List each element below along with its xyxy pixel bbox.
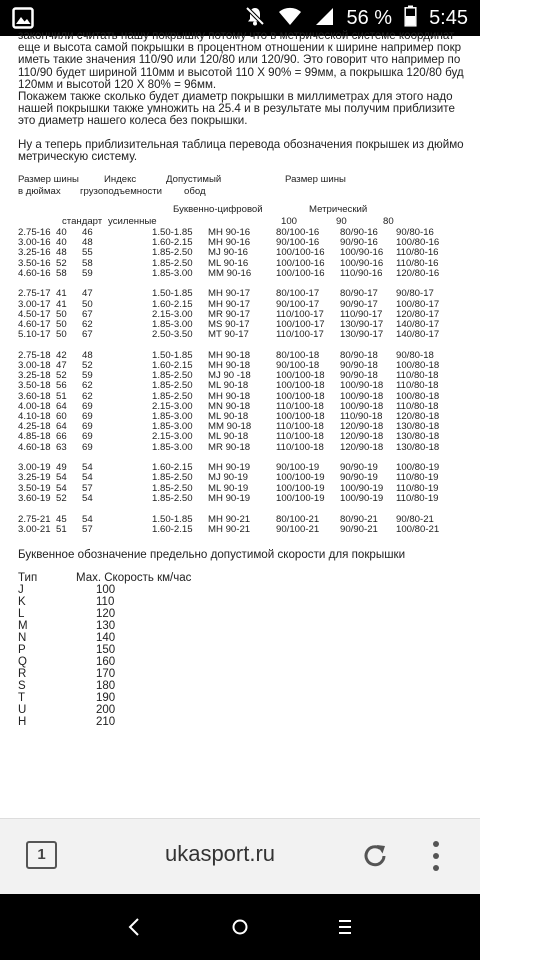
web-content[interactable] (0, 29, 480, 818)
cell-standard: 56 (56, 380, 67, 392)
speed-row (18, 644, 538, 656)
cell-metric-90: 100/90-18 (340, 380, 384, 392)
cell-metric-90: 120/90-18 (340, 421, 384, 433)
cell-alphanumeric: MH 90-21 (208, 513, 251, 525)
cell-alphanumeric: MN 90-18 (208, 400, 251, 412)
speed-value: 210 (96, 716, 116, 729)
paragraph-line: нашей покрышки также умножить на 25.4 и в результате мы получим приблизите (18, 102, 455, 116)
cell-metric-90: 100/90-16 (340, 257, 384, 269)
speed-row (18, 608, 538, 620)
cell-metric-100: 110/100-18 (276, 400, 324, 412)
cell-size: 2.75-16 (18, 227, 51, 239)
cell-reinforced: 54 (82, 492, 93, 504)
cell-size: 4.85-18 (18, 431, 51, 443)
cell-standard: 40 (56, 237, 67, 249)
cell-metric-80: 110/80-19 (396, 492, 439, 504)
cell-alphanumeric: ML 90-16 (208, 257, 249, 269)
cell-size: 4.60-16 (18, 267, 51, 279)
cell-standard: 48 (56, 247, 67, 259)
cell-alphanumeric: ML 90-18 (208, 380, 249, 392)
cell-metric-90: 100/90-19 (340, 482, 384, 494)
header-size-inches-2: в дюймах (18, 186, 61, 198)
cell-rim: 1.60-2.15 (152, 360, 193, 372)
cell-rim: 2.15-3.00 (152, 431, 193, 443)
cell-alphanumeric: MR 90-18 (208, 441, 251, 453)
cell-rim: 1.60-2.15 (152, 237, 193, 249)
cell-standard: 50 (56, 319, 67, 331)
cell-reinforced: 47 (82, 288, 93, 300)
cell-size: 3.50-16 (18, 257, 51, 269)
cell-rim: 1.60-2.15 (152, 298, 193, 310)
cell-reinforced: 58 (82, 257, 93, 269)
header-reinforced: усиленные (108, 216, 157, 228)
cell-alphanumeric: MM 90-16 (208, 267, 252, 279)
back-icon[interactable] (120, 912, 150, 942)
cell-standard: 54 (56, 472, 67, 484)
speed-row (18, 692, 538, 704)
header-load-index: Индекс (104, 174, 137, 186)
cell-metric-80: 110/80-18 (396, 400, 439, 412)
cell-rim: 1.85-2.50 (152, 390, 193, 402)
speed-row (18, 596, 538, 608)
cell-standard: 63 (56, 441, 67, 453)
article (18, 30, 538, 728)
cell-reinforced: 69 (82, 421, 93, 433)
cell-metric-100: 90/100-17 (276, 298, 320, 310)
cell-reinforced: 54 (82, 472, 93, 484)
cell-alphanumeric: MS 90-17 (208, 319, 250, 331)
battery-percent: 56 % (346, 6, 393, 29)
cell-reinforced: 55 (82, 247, 93, 259)
paragraph-line: еще и высота самой покрышки в процентном отношении к ширине например покр (18, 41, 462, 55)
cell-metric-80: 130/80-18 (396, 441, 440, 453)
cell-standard: 51 (56, 523, 67, 535)
cell-rim: 2.15-3.00 (152, 400, 193, 412)
cell-metric-80: 110/80-18 (396, 370, 439, 382)
speed-row (18, 668, 538, 680)
cell-alphanumeric: MT 90-17 (208, 329, 249, 341)
cell-standard: 45 (56, 513, 67, 525)
cell-alphanumeric: MJ 90 -18 (208, 370, 251, 382)
cell-standard: 50 (56, 329, 67, 341)
speed-value: 110 (96, 596, 115, 609)
cell-alphanumeric: MM 90-18 (208, 421, 252, 433)
speed-type: R (18, 668, 27, 681)
cell-metric-100: 100/100-17 (276, 319, 325, 331)
paragraph-line: 120мм и высотой 120 Х 80% = 96мм. (18, 77, 217, 91)
cell-metric-80: 90/80-17 (396, 288, 434, 300)
cell-metric-90: 110/90-17 (340, 308, 383, 320)
cell-rim: 1.85-2.50 (152, 492, 193, 504)
tab-switcher-button[interactable]: 1 (26, 841, 57, 869)
cell-metric-90: 80/90-18 (340, 349, 378, 361)
cell-metric-80: 110/80-19 (396, 472, 439, 484)
cell-metric-90: 90/90-19 (340, 462, 378, 474)
overflow-menu-icon[interactable] (426, 839, 446, 873)
cell-alphanumeric: ML 90-18 (208, 431, 249, 443)
header-allowed-rim-2: обод (184, 186, 206, 198)
cell-metric-100: 90/100-19 (276, 462, 320, 474)
cell-standard: 52 (56, 492, 67, 504)
cell-reinforced: 59 (82, 370, 93, 382)
cell-reinforced: 48 (82, 349, 93, 361)
cell-metric-90: 90/90-16 (340, 237, 378, 249)
cell-size: 3.25-18 (18, 370, 51, 382)
speed-value: 180 (96, 680, 116, 693)
cell-metric-90: 90/90-17 (340, 298, 378, 310)
paragraph-line: это диаметр нашего колеса без покрышки. (18, 114, 248, 128)
cell-metric-100: 110/100-18 (276, 441, 324, 453)
cell-size: 4.60-18 (18, 441, 51, 453)
table-row (18, 330, 538, 340)
paragraph-line: Ну а теперь приблизительная таблица перевода обозначения покрышек из дюймо (18, 137, 464, 151)
cell-metric-100: 100/100-19 (276, 492, 325, 504)
header-allowed-rim: Допустимый (166, 174, 222, 186)
cell-metric-100: 80/100-17 (276, 288, 320, 300)
cell-metric-100: 110/100-18 (276, 431, 324, 443)
paragraph-line: иметь такие значения 110/90 или 120/80 или 120/90. Это говорит что например по (18, 53, 461, 67)
cell-metric-100: 90/100-18 (276, 360, 320, 372)
speed-row (18, 680, 538, 692)
cell-reinforced: 54 (82, 462, 93, 474)
cell-rim: 1.85-3.00 (152, 441, 193, 453)
cell-alphanumeric: MH 90-18 (208, 390, 251, 402)
cell-metric-90: 100/90-19 (340, 492, 384, 504)
cell-metric-80: 110/80-16 (396, 257, 439, 269)
navigation-bar (0, 894, 480, 960)
cell-alphanumeric: MH 90-19 (208, 492, 251, 504)
cell-alphanumeric: ML 90-19 (208, 482, 249, 494)
cell-metric-80: 130/80-18 (396, 431, 440, 443)
clock: 5:45 (429, 6, 468, 29)
cell-standard: 64 (56, 421, 67, 433)
speed-type: L (18, 608, 25, 621)
speed-type: H (18, 716, 27, 729)
cell-metric-100: 90/100-16 (276, 237, 320, 249)
speed-row (18, 656, 538, 668)
speed-value: 120 (96, 608, 116, 621)
table-row (18, 269, 538, 279)
speed-type: Q (18, 656, 27, 669)
cell-metric-90: 90/90-18 (340, 360, 378, 372)
cell-reinforced: 50 (82, 298, 93, 310)
cell-metric-100: 80/100-21 (276, 513, 320, 525)
speed-row (18, 584, 538, 596)
cell-metric-90: 90/90-21 (340, 523, 378, 535)
cell-metric-90: 80/90-21 (340, 513, 378, 525)
speed-value: 100 (96, 584, 116, 597)
cell-rim: 1.85-3.00 (152, 411, 193, 423)
cell-size: 3.00-21 (18, 523, 51, 535)
cell-metric-100: 110/100-18 (276, 421, 324, 433)
cell-standard: 66 (56, 431, 67, 443)
header-metric: Метрический (309, 204, 368, 216)
cell-metric-80: 90/80-18 (396, 349, 434, 361)
cell-rim: 1.85-3.00 (152, 421, 193, 433)
url-field[interactable]: ukasport.ru (164, 841, 276, 866)
cell-size: 4.10-18 (18, 411, 51, 423)
cell-standard: 52 (56, 257, 67, 269)
reload-icon[interactable] (360, 841, 390, 871)
cell-size: 2.75-21 (18, 513, 51, 525)
cell-metric-80: 140/80-17 (396, 319, 440, 331)
cell-metric-80: 120/80-16 (396, 267, 440, 279)
speed-value: 130 (96, 620, 116, 633)
cell-metric-80: 100/80-17 (396, 298, 440, 310)
cell-reinforced: 52 (82, 360, 93, 372)
cell-size: 3.00-16 (18, 237, 51, 249)
cell-size: 2.75-17 (18, 288, 51, 300)
speed-header-max: Мах. Скорость км/час (76, 572, 192, 585)
cell-metric-90: 110/90-16 (340, 267, 383, 279)
cell-metric-90: 120/90-18 (340, 441, 384, 453)
cell-standard: 58 (56, 267, 67, 279)
cell-metric-100: 90/100-21 (276, 523, 320, 535)
cell-metric-100: 80/100-18 (276, 349, 320, 361)
cell-rim: 1.50-1.85 (152, 288, 193, 300)
cell-size: 5.10-17 (18, 329, 51, 341)
cell-reinforced: 62 (82, 319, 93, 331)
cell-metric-80: 90/80-16 (396, 227, 434, 239)
cell-metric-90: 120/90-18 (340, 431, 384, 443)
cell-standard: 41 (56, 288, 67, 300)
header-load-index-2: грузоподъемности (80, 186, 162, 198)
cell-alphanumeric: MH 90-16 (208, 237, 251, 249)
speed-row (18, 620, 538, 632)
cell-metric-80: 100/80-18 (396, 390, 440, 402)
header-standard: стандарт (62, 216, 103, 228)
cell-rim: 1.85-3.00 (152, 267, 193, 279)
cell-size: 4.00-18 (18, 400, 51, 412)
cell-size: 3.50-19 (18, 482, 51, 494)
cell-metric-100: 100/100-16 (276, 247, 325, 259)
cell-metric-100: 100/100-18 (276, 390, 325, 402)
speed-type: N (18, 632, 27, 645)
table-header-row (18, 204, 538, 216)
cell-alphanumeric: MH 90-21 (208, 523, 251, 535)
cell-size: 4.50-17 (18, 308, 51, 320)
cell-metric-80: 100/80-21 (396, 523, 440, 535)
cell-metric-80: 100/80-19 (396, 462, 440, 474)
cell-rim: 2.50-3.50 (152, 329, 193, 341)
header-pct-100: 100 (281, 216, 298, 228)
table-row (18, 443, 538, 453)
recents-icon[interactable] (330, 912, 360, 942)
paragraph-line: Покажем также сколько будет диаметр покрышки в миллиметрах для этого надо (18, 90, 453, 104)
home-icon[interactable] (225, 912, 255, 942)
header-alphanumeric: Буквенно-цифровой (173, 204, 263, 216)
speed-type: T (18, 692, 26, 705)
speed-value: 150 (96, 644, 116, 657)
paragraph-line: закончили считать нашу покрышку потому что в метрической системе координат (18, 29, 455, 42)
cell-reinforced: 69 (82, 400, 93, 412)
speed-value: 140 (96, 632, 116, 645)
cell-rim: 1.60-2.15 (152, 462, 193, 474)
cell-size: 2.75-18 (18, 349, 51, 361)
cell-rim: 1.85-2.50 (152, 257, 193, 269)
cell-metric-100: 100/100-18 (276, 380, 325, 392)
cell-reinforced: 59 (82, 267, 93, 279)
cell-standard: 51 (56, 390, 67, 402)
cell-alphanumeric: MH 90-18 (208, 360, 251, 372)
cell-reinforced: 69 (82, 411, 93, 423)
cell-metric-90: 100/90-18 (340, 400, 384, 412)
speed-value: 200 (96, 704, 116, 717)
speed-type: M (18, 620, 28, 633)
speed-value: 190 (96, 692, 116, 705)
cell-alphanumeric: MH 90-17 (208, 288, 251, 300)
cell-metric-90: 90/90-19 (340, 472, 378, 484)
speed-header-row (18, 572, 538, 584)
cell-alphanumeric: MJ 90-19 (208, 472, 248, 484)
speed-type: S (18, 680, 26, 693)
cell-reinforced: 62 (82, 390, 93, 402)
header-size-right: Размер шины (285, 174, 346, 186)
cell-metric-90: 90/90-18 (340, 370, 378, 382)
cell-metric-90: 80/90-16 (340, 227, 378, 239)
cell-metric-90: 130/90-17 (340, 319, 384, 331)
cell-size: 3.00-17 (18, 298, 51, 310)
cell-metric-80: 140/80-17 (396, 329, 440, 341)
browser-toolbar (0, 818, 480, 894)
speed-type: K (18, 596, 26, 609)
header-pct-90: 90 (336, 216, 347, 228)
cell-size: 3.60-18 (18, 390, 51, 402)
cell-alphanumeric: MH 90-16 (208, 227, 251, 239)
cell-alphanumeric: MH 90-19 (208, 462, 251, 474)
cell-reinforced: 62 (82, 380, 93, 392)
cell-size: 4.60-17 (18, 319, 51, 331)
cell-metric-90: 100/90-16 (340, 247, 384, 259)
cell-standard: 54 (56, 482, 67, 494)
speed-row (18, 704, 538, 716)
mute-bell-icon (244, 5, 266, 32)
cell-rim: 1.85-2.50 (152, 380, 193, 392)
cell-metric-100: 100/100-16 (276, 267, 325, 279)
table-header-row (18, 186, 538, 198)
cell-standard: 64 (56, 400, 67, 412)
speed-type: U (18, 704, 27, 717)
cell-standard: 40 (56, 227, 67, 239)
cell-metric-100: 100/100-16 (276, 257, 325, 269)
cell-rim: 1.60-2.15 (152, 523, 193, 535)
cell-metric-90: 130/90-17 (340, 329, 384, 341)
header-size-inches: Размер шины (18, 174, 79, 186)
cell-standard: 60 (56, 411, 67, 423)
cell-metric-80: 100/80-16 (396, 237, 440, 249)
cell-reinforced: 48 (82, 237, 93, 249)
cell-size: 3.50-18 (18, 380, 51, 392)
table-row (18, 525, 538, 535)
cell-reinforced: 54 (82, 513, 93, 525)
cell-metric-90: 100/90-18 (340, 390, 384, 402)
cell-rim: 1.85-2.50 (152, 482, 193, 494)
speed-row (18, 632, 538, 644)
paragraph-line: метрическую систему. (18, 149, 138, 163)
cell-size: 3.00-19 (18, 462, 51, 474)
cell-alphanumeric: MR 90-17 (208, 308, 251, 320)
cell-reinforced: 67 (82, 329, 93, 341)
cell-metric-80: 100/80-18 (396, 360, 440, 372)
cell-standard: 49 (56, 462, 67, 474)
cell-rim: 2.15-3.00 (152, 308, 193, 320)
cell-metric-100: 110/100-17 (276, 329, 324, 341)
cell-standard: 52 (56, 370, 67, 382)
cell-size: 3.00-18 (18, 360, 51, 372)
cell-standard: 42 (56, 349, 67, 361)
cell-alphanumeric: MH 90-18 (208, 349, 251, 361)
cell-rim: 1.85-2.50 (152, 370, 193, 382)
cell-metric-100: 80/100-16 (276, 227, 320, 239)
cell-metric-80: 110/80-19 (396, 482, 439, 494)
cell-rim: 1.85-2.50 (152, 472, 193, 484)
cell-metric-90: 80/90-17 (340, 288, 378, 300)
cell-reinforced: 57 (82, 523, 93, 535)
cell-reinforced: 57 (82, 482, 93, 494)
speed-title: Буквенное обозначение предельно допустимой скорости для покрышки (18, 547, 406, 561)
cell-size: 4.25-18 (18, 421, 51, 433)
wifi-icon (278, 5, 302, 32)
cell-metric-100: 100/100-18 (276, 411, 325, 423)
cell-metric-90: 110/90-18 (340, 411, 383, 423)
cell-rim: 1.85-3.00 (152, 319, 193, 331)
paragraph-line: 110/90 будет шириной 110мм и высотой 110 Х 90% = 99мм, а покрышка 120/80 буд (18, 65, 464, 79)
cell-metric-80: 120/80-18 (396, 411, 440, 423)
header-pct-80: 80 (383, 216, 394, 228)
cell-metric-100: 100/100-19 (276, 482, 325, 494)
cell-rim: 1.85-2.50 (152, 247, 193, 259)
speed-type: J (18, 584, 24, 597)
cell-size: 3.25-16 (18, 247, 51, 259)
cell-standard: 50 (56, 308, 67, 320)
cell-alphanumeric: ML 90-18 (208, 411, 249, 423)
table-header-row (18, 174, 538, 186)
cell-metric-80: 110/80-18 (396, 380, 439, 392)
cell-standard: 41 (56, 298, 67, 310)
cell-alphanumeric: MH 90-17 (208, 298, 251, 310)
speed-type: P (18, 644, 26, 657)
cell-metric-100: 100/100-18 (276, 370, 325, 382)
cell-reinforced: 69 (82, 431, 93, 443)
signal-icon (314, 6, 334, 31)
cell-size: 3.60-19 (18, 492, 51, 504)
cell-metric-80: 120/80-17 (396, 308, 440, 320)
speed-value: 170 (96, 668, 116, 681)
cell-rim: 1.50-1.85 (152, 513, 193, 525)
cell-rim: 1.50-1.85 (152, 349, 193, 361)
cell-reinforced: 46 (82, 227, 93, 239)
cell-metric-80: 110/80-16 (396, 247, 439, 259)
cell-reinforced: 69 (82, 441, 93, 453)
cell-reinforced: 67 (82, 308, 93, 320)
cell-metric-100: 110/100-17 (276, 308, 324, 320)
cell-rim: 1.50-1.85 (152, 227, 193, 239)
cell-metric-100: 100/100-19 (276, 472, 325, 484)
cell-alphanumeric: MJ 90-16 (208, 247, 248, 259)
cell-metric-80: 130/80-18 (396, 421, 440, 433)
cell-metric-80: 90/80-21 (396, 513, 434, 525)
cell-size: 3.25-19 (18, 472, 51, 484)
speed-header-type: Тип (18, 572, 38, 585)
cell-standard: 47 (56, 360, 67, 372)
speed-row (18, 716, 538, 728)
battery-icon (404, 5, 417, 32)
table-row (18, 494, 538, 504)
speed-value: 160 (96, 656, 116, 669)
